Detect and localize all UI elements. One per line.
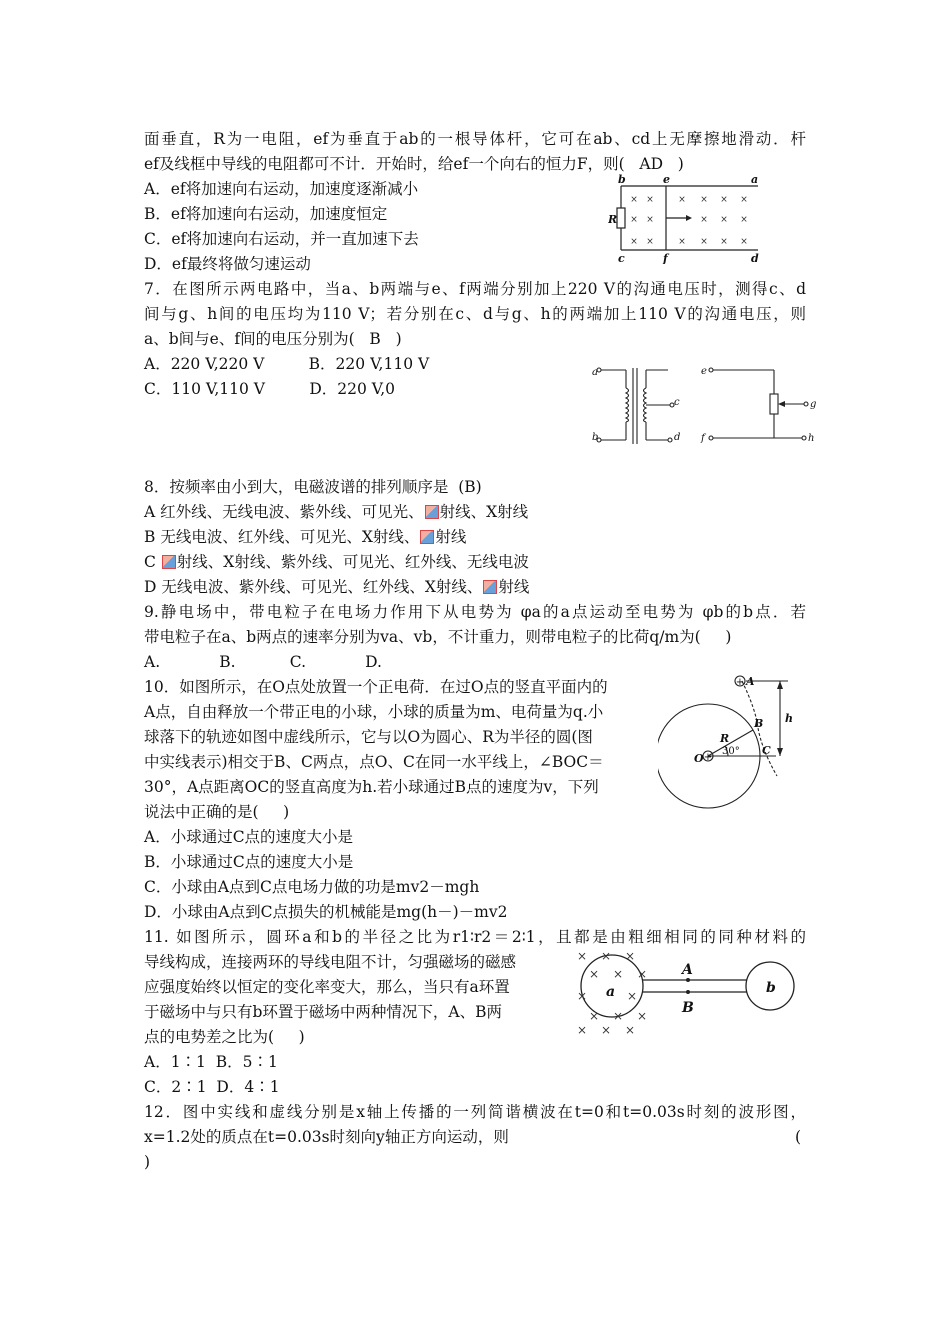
svg-text:×: × [624, 949, 636, 963]
q6-option-d: D．ef最终将做匀速运动 [144, 255, 311, 273]
q10-line-3: 球落下的轨迹如图中虚线所示，它与以O为圆心、R为半径的圆(图 [144, 728, 593, 746]
label-h: h [785, 712, 793, 725]
label-R: R [608, 213, 618, 226]
q8-option-b: B 无线电波、红外线、可见光、X射线、 射线 [144, 528, 467, 546]
svg-text:×: × [612, 967, 624, 981]
q12-paren-close: ) [144, 1153, 151, 1171]
svg-text:×: × [588, 1009, 600, 1023]
q10-line-1: 10．如图所示，在O点处放置一个正电荷．在过O点的竖直平面内的 [144, 678, 608, 696]
q10-line-5: 30°，A点距离OC的竖直高度为h.若小球通过B点的速度为v，下列 [144, 778, 599, 796]
label-C: C [762, 744, 771, 757]
svg-text:×: × [576, 989, 588, 1003]
q7-stem-line-1: 7．在图所示两电路中，当a、b两端与e、f两端分别加上220 V的沟通电压时，测得c、d [144, 280, 806, 298]
q10-line-2: A点，自由释放一个带正电的小球，小球的质量为m、电荷量为q.小 [144, 703, 604, 721]
svg-text:×: × [624, 1023, 636, 1036]
label-angle: 30° [722, 746, 740, 757]
svg-text:×: × [720, 195, 728, 205]
svg-text:×: × [740, 195, 748, 205]
label-a: a [592, 367, 598, 378]
label-a: a [606, 984, 616, 1000]
svg-text:×: × [626, 989, 638, 1003]
label-b: b [592, 432, 599, 443]
svg-text:×: × [646, 215, 654, 225]
label-e: e [663, 173, 670, 186]
svg-text:+: + [703, 752, 713, 763]
q11-line-2: 导线构成，连接两环的导线电阻不计，匀强磁场的磁感 [144, 953, 517, 971]
q11-line-4: 于磁场中与只有b环置于磁场中两种情况下，A、B两 [144, 1003, 503, 1021]
label-d: d [751, 252, 759, 264]
label-a: a [751, 173, 759, 186]
q11-options-ab: A．1∶1 B．5∶1 [144, 1053, 278, 1071]
q7-options-ab: A．220 V,220 V B．220 V,110 V [144, 355, 430, 373]
q9-options: A. B. C. D. [144, 653, 382, 671]
label-c: c [618, 252, 625, 264]
label-A: A [746, 675, 755, 688]
label-f: f [701, 433, 705, 444]
svg-text:×: × [700, 237, 708, 247]
q12-line-2: x=1.2处的质点在t=0.03s时刻向y轴正方向运动，则 [144, 1128, 509, 1146]
svg-text:×: × [576, 1023, 588, 1036]
svg-text:×: × [700, 195, 708, 205]
svg-text:×: × [740, 215, 748, 225]
q7-circuit-figure [588, 360, 820, 456]
svg-text:×: × [646, 237, 654, 247]
q10-circle-figure [658, 670, 818, 810]
svg-text:×: × [630, 215, 638, 225]
q6-stem-line-2: ef及线框中导线的电阻都可不计．开始时，给ef一个向右的恒力F，则( AD ) [144, 155, 684, 173]
q8-stem: 8．按频率由小到大，电磁波谱的排列顺序是 (B) [144, 478, 482, 496]
label-d: d [674, 432, 681, 443]
svg-text:×: × [630, 195, 638, 205]
gamma-image-icon [425, 505, 439, 519]
q6-option-a: A．ef将加速向右运动，加速度逐渐减小 [144, 180, 419, 198]
svg-text:×: × [576, 949, 588, 963]
svg-text:×: × [636, 1009, 648, 1023]
q10-option-c: C．小球由A点到C点电场力做的功是mv2－mgh [144, 878, 480, 896]
svg-text:×: × [646, 195, 654, 205]
q8-option-a: A 红外线、无线电波、紫外线、可见光、 射线、X射线 [144, 503, 529, 521]
q12-paren-open: ( [795, 1128, 802, 1146]
label-B: B [754, 717, 764, 730]
q9-stem-line-2: 带电粒子在a、b两点的速率分别为va、vb，不计重力，则带电粒子的比荷q/m为( ) [144, 628, 732, 646]
label-g: g [810, 399, 817, 410]
gamma-image-icon [483, 580, 497, 594]
svg-text:×: × [600, 1023, 612, 1036]
label-B: B [682, 1000, 694, 1016]
q10-option-a: A．小球通过C点的速度大小是 [144, 828, 354, 846]
q8-option-d: D 无线电波、紫外线、可见光、红外线、X射线、 射线 [144, 578, 530, 596]
svg-text:×: × [588, 967, 600, 981]
q11-line-5: 点的电势差之比为( ) [144, 1028, 305, 1046]
q11-options-cd: C．2∶1 D．4∶1 [144, 1078, 280, 1096]
q10-option-b: B．小球通过C点的速度大小是 [144, 853, 354, 871]
svg-text:×: × [720, 237, 728, 247]
q10-line-6: 说法中正确的是( ) [144, 803, 290, 821]
svg-text:×: × [700, 215, 708, 225]
gamma-image-icon [420, 530, 434, 544]
svg-text:×: × [678, 195, 686, 205]
q9-stem-line-1: 9.静电场中，带电粒子在电场力作用下从电势为 φa的a点运动至电势为 φb的b点．若 [144, 603, 806, 621]
label-R: R [720, 732, 730, 745]
svg-text:×: × [678, 237, 686, 247]
label-e: e [701, 366, 707, 377]
label-A: A [682, 962, 693, 978]
q7-stem-line-3: a、b间与e、f间的电压分别为( B ) [144, 330, 402, 348]
svg-text:×: × [612, 1009, 624, 1023]
q8-option-c: C 射线、X射线、紫外线、可见光、红外线、无线电波 [144, 553, 529, 571]
q11-line-3: 应强度始终以恒定的变化率变大，那么，当只有a环置 [144, 978, 510, 996]
label-b: b [766, 980, 776, 996]
gamma-image-icon [162, 555, 176, 569]
svg-text:×: × [740, 237, 748, 247]
q10-option-d: D．小球由A点到C点损失的机械能是mg(h－)－mv2 [144, 903, 508, 921]
label-O: O [694, 752, 704, 765]
label-h: h [808, 433, 815, 444]
q12-line-1: 12．图中实线和虚线分别是x轴上传播的一列简谐横波在t=0和t=0.03s时刻的波形图， [144, 1103, 806, 1121]
svg-text:×: × [636, 967, 648, 981]
svg-text:+: + [735, 677, 745, 688]
q6-option-b: B．ef将加速向右运动，加速度恒定 [144, 205, 388, 223]
svg-text:×: × [720, 215, 728, 225]
q11-rings-figure [572, 948, 804, 1036]
q7-options-cd: C．110 V,110 V D．220 V,0 [144, 380, 396, 398]
label-f: f [663, 252, 668, 264]
svg-text:×: × [630, 237, 638, 247]
q10-line-4: 中实线表示)相交于B、C两点，点O、C在同一水平线上，∠BOC＝ [144, 753, 604, 771]
q7-stem-line-2: 间与g、h间的电压均为110 V；若分别在c、d与g、h的两端加上110 V的沟通电压，则 [144, 305, 806, 323]
q11-line-1: 11. 如图所示，圆环a和b的半径之比为r1∶r2＝2∶1，且都是由粗细相同的同种材料的 [144, 928, 806, 946]
q6-stem-line-1: 面垂直，R为一电阻，ef为垂直于ab的一根导体杆，它可在ab、cd上无摩擦地滑动．杆 [144, 130, 806, 148]
svg-text:×: × [600, 949, 612, 963]
label-c: c [674, 397, 680, 408]
q6-circuit-figure [608, 172, 768, 264]
q6-option-c: C．ef将加速向右运动，并一直加速下去 [144, 230, 419, 248]
label-b: b [618, 173, 626, 186]
